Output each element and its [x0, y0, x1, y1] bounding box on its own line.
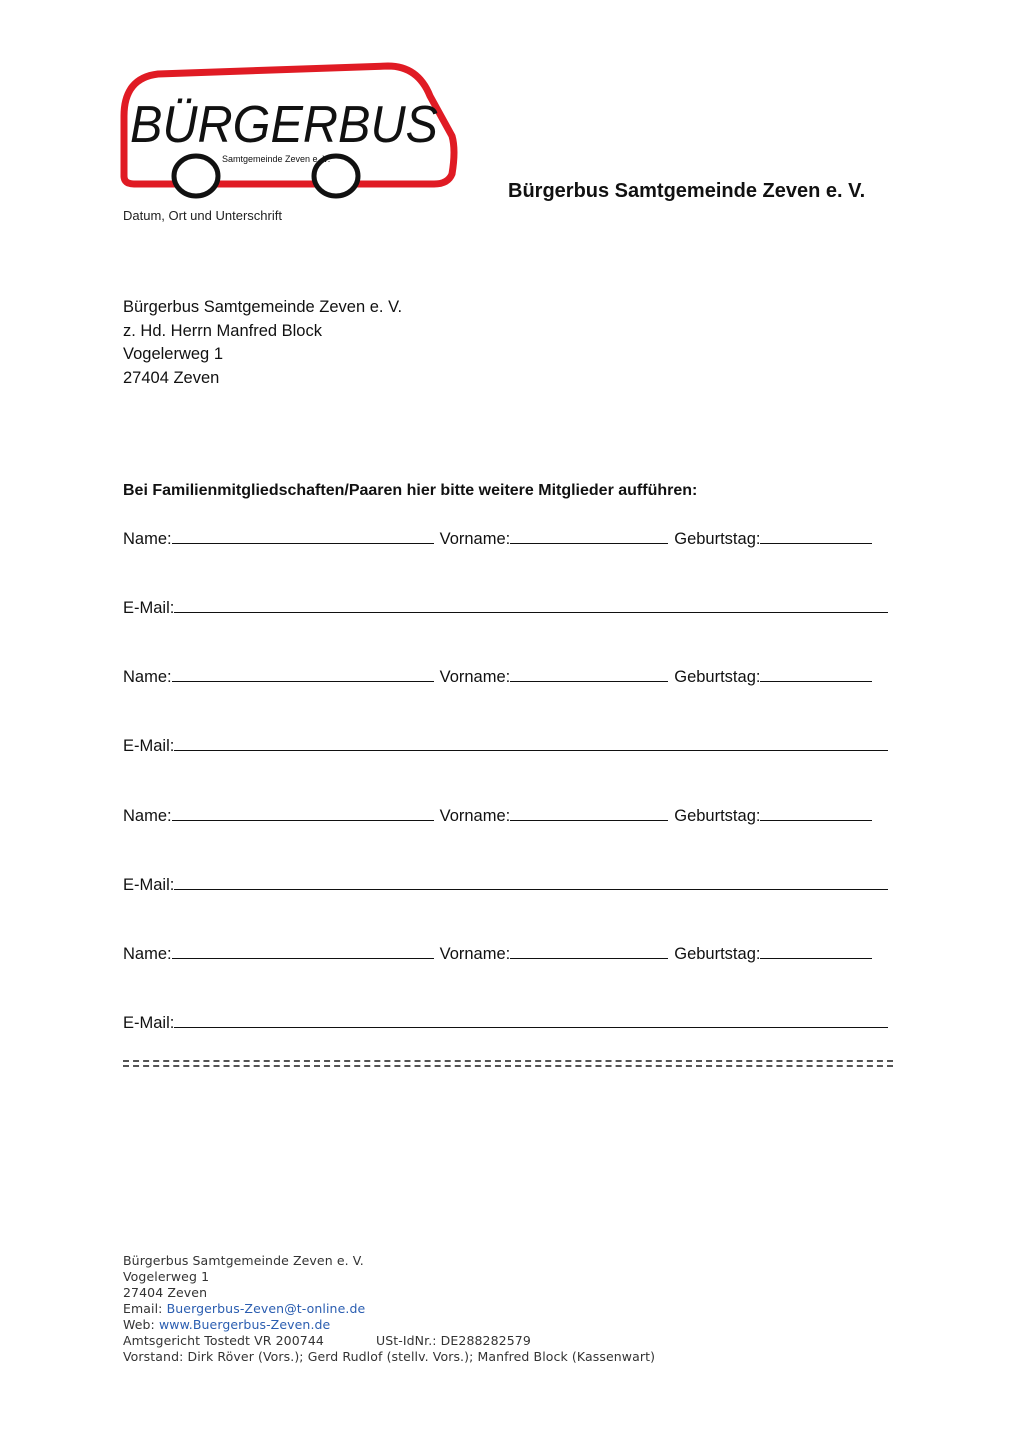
footer-email-line [123, 1301, 655, 1317]
footer-web-label: Web: [123, 1317, 159, 1332]
email-label: E-Mail: [123, 1014, 175, 1032]
email-row [123, 1012, 894, 1033]
footer-vat: USt-IdNr.: DE288282579 [375, 1333, 531, 1348]
email-label: E-Mail: [123, 876, 175, 894]
vorname-label: Vorname: [439, 668, 511, 686]
email-field[interactable] [174, 597, 888, 613]
vorname-label: Vorname: [439, 807, 511, 825]
geburtstag-label: Geburtstag: [674, 530, 761, 548]
vorname-label: Vorname: [439, 530, 511, 548]
email-label: E-Mail: [123, 599, 175, 617]
vorname-label: Vorname: [439, 945, 511, 963]
buergerbus-logo [118, 58, 458, 206]
geburtstag-label: Geburtstag: [674, 807, 761, 825]
name-label: Name: [123, 668, 172, 686]
footer-web-line [123, 1317, 655, 1333]
footer-line: 27404 Zeven [123, 1285, 208, 1300]
email-row [123, 874, 894, 895]
footer-line: Vogelerweg 1 [123, 1269, 210, 1284]
vorname-field[interactable] [510, 805, 668, 821]
name-field[interactable] [172, 666, 434, 682]
address-line: z. Hd. Herrn Manfred Block [123, 321, 322, 340]
name-label: Name: [123, 530, 172, 548]
logo-subtitle: Samtgemeinde Zeven e. V. [222, 154, 331, 164]
name-label: Name: [123, 945, 172, 963]
geburtstag-label: Geburtstag: [674, 945, 761, 963]
email-label: E-Mail: [123, 737, 175, 755]
email-row [123, 597, 894, 618]
name-field[interactable] [172, 528, 434, 544]
footer-line: Bürgerbus Samtgemeinde Zeven e. V. [123, 1253, 364, 1268]
geburtstag-field[interactable] [760, 943, 872, 959]
name-label: Name: [123, 807, 172, 825]
member-row [123, 805, 878, 826]
footer-court: Amtsgericht Tostedt VR 200744 [123, 1333, 324, 1348]
name-field[interactable] [172, 805, 434, 821]
email-field[interactable] [174, 1012, 888, 1028]
geburtstag-field[interactable] [760, 528, 872, 544]
footer-registry-line [123, 1333, 655, 1349]
footer-web-link[interactable]: www.Buergerbus-Zeven.de [158, 1317, 331, 1332]
address-line: 27404 Zeven [123, 368, 220, 387]
geburtstag-label: Geburtstag: [674, 668, 761, 686]
footer [123, 1253, 655, 1365]
vorname-field[interactable] [510, 528, 668, 544]
footer-email-label: Email: [123, 1301, 167, 1316]
email-row [123, 735, 894, 756]
member-row [123, 528, 878, 549]
footer-board: Vorstand: Dirk Röver (Vors.); Gerd Rudlof (stellv. Vors.); Manfred Block (Kassenwart) [123, 1349, 656, 1364]
name-field[interactable] [172, 943, 434, 959]
geburtstag-field[interactable] [760, 666, 872, 682]
double-dashed-separator [123, 1060, 893, 1067]
email-field[interactable] [174, 735, 888, 751]
member-row [123, 666, 878, 687]
footer-email-link[interactable]: Buergerbus-Zeven@t-online.de [166, 1301, 366, 1316]
form-heading: Bei Familienmitgliedschaften/Paaren hier bitte weitere Mitglieder aufführen: [123, 482, 698, 499]
vorname-field[interactable] [510, 666, 668, 682]
organization-title: Bürgerbus Samtgemeinde Zeven e. V. [508, 180, 866, 202]
signature-caption: Datum, Ort und Unterschrift [123, 208, 282, 223]
address-line: Bürgerbus Samtgemeinde Zeven e. V. [123, 298, 403, 316]
logo-wordmark: BÜRGERBUS [130, 96, 439, 154]
geburtstag-field[interactable] [760, 805, 872, 821]
email-field[interactable] [174, 874, 888, 890]
vorname-field[interactable] [510, 943, 668, 959]
member-row [123, 943, 878, 964]
address-line: Vogelerweg 1 [123, 345, 223, 363]
recipient-address [123, 296, 402, 390]
